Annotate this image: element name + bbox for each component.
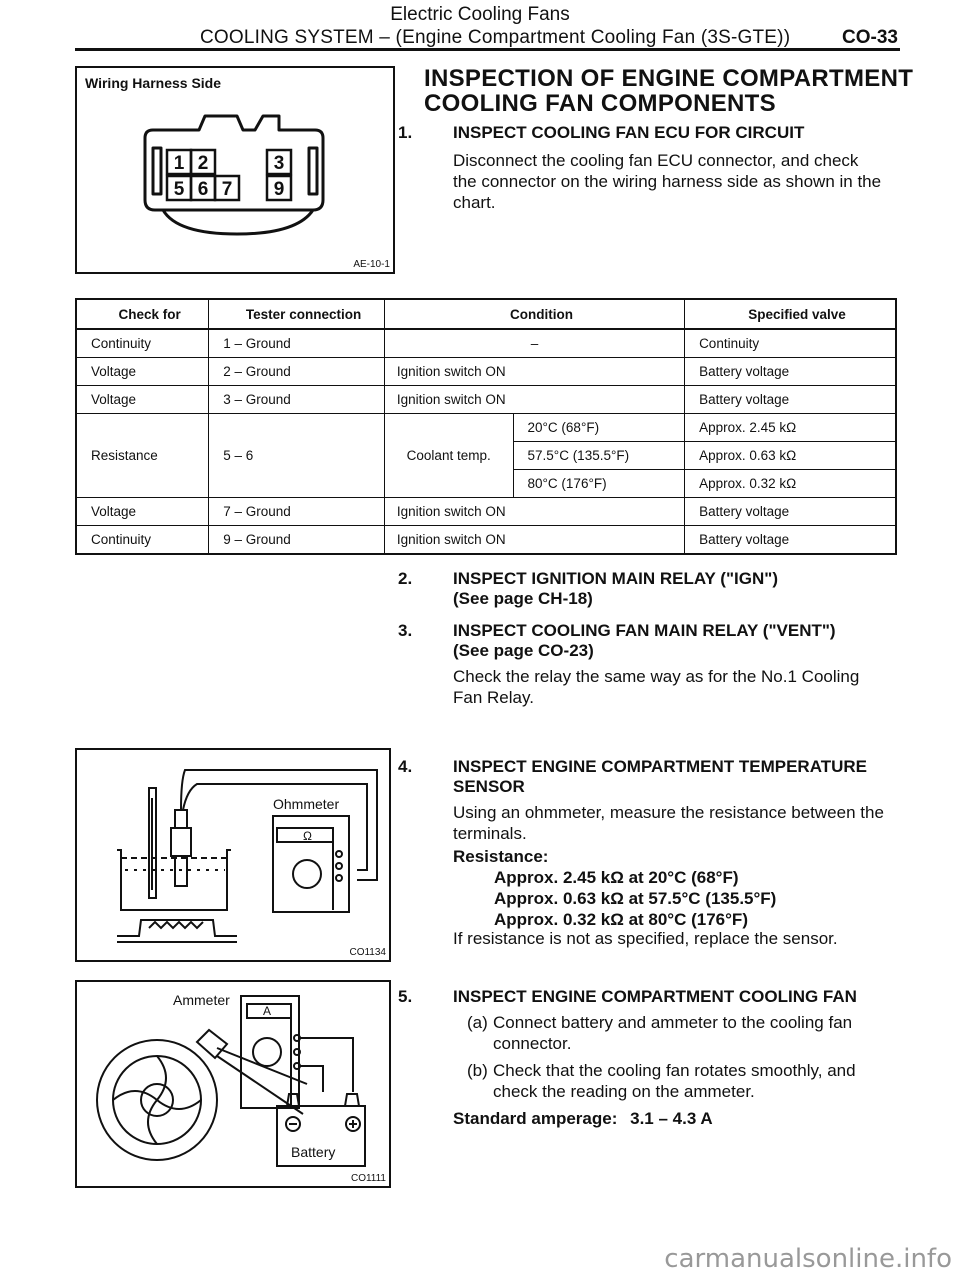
cell: Battery voltage — [685, 386, 896, 414]
cell: Continuity — [76, 526, 209, 555]
cell: 2 – Ground — [209, 358, 385, 386]
standard-amperage — [453, 1108, 713, 1129]
ammeter-diagram — [77, 982, 389, 1186]
pin-9: 9 — [273, 179, 285, 200]
sub-step-text — [453, 1060, 913, 1102]
table-row — [76, 526, 896, 555]
cell: 80°C (176°F) — [513, 470, 685, 498]
resistance-label: Resistance: — [453, 847, 549, 866]
step-title: INSPECT COOLING FAN ECU FOR CIRCUIT — [453, 123, 805, 142]
text-line: Check the relay the same way as for the No.1 Cooling — [453, 667, 860, 686]
cell: Continuity — [76, 329, 209, 358]
sub-step-label: (b) — [467, 1061, 488, 1080]
text-line: check the reading on the ammeter. — [493, 1082, 755, 1101]
standard-amperage-value: 3.1 – 4.3 A — [630, 1109, 713, 1128]
step-number: 2. — [398, 569, 413, 588]
text-line: Disconnect the cooling fan ECU connector, and check — [453, 151, 859, 170]
step-1 — [398, 122, 918, 144]
table-row — [76, 414, 896, 442]
resistance-values — [494, 867, 776, 930]
step-reference: (See page CH-18) — [453, 589, 593, 608]
figure-code: AE-10-1 — [353, 259, 390, 270]
ammeter-label: Ammeter — [173, 992, 230, 1008]
inspection-table — [75, 298, 897, 555]
text-line: Fan Relay. — [453, 688, 534, 707]
text-line: connector. — [493, 1034, 572, 1053]
figure-caption: Wiring Harness Side — [85, 75, 222, 91]
cell: Approx. 0.63 kΩ — [685, 442, 896, 470]
cell: 1 – Ground — [209, 329, 385, 358]
pin-7: 7 — [221, 179, 233, 200]
header-tester-connection: Tester connection — [209, 299, 385, 329]
ohmmeter-diagram — [77, 750, 389, 960]
page-title: COOLING SYSTEM – (Engine Compartment Cooling Fan (3S-GTE)) — [200, 27, 791, 48]
cell: Resistance — [76, 414, 209, 498]
step-3-text — [453, 666, 913, 708]
cell: 9 – Ground — [209, 526, 385, 555]
text-line: Connect battery and ammeter to the cooling fan — [493, 1013, 853, 1032]
step-number: 4. — [398, 757, 413, 776]
header-condition: Condition — [384, 299, 684, 329]
cell: 5 – 6 — [209, 414, 385, 498]
cell: Ignition switch ON — [384, 526, 684, 555]
cell: Ignition switch ON — [384, 358, 684, 386]
pin-5: 5 — [173, 179, 185, 200]
step-title: INSPECT ENGINE COMPARTMENT COOLING FAN — [453, 987, 857, 1006]
text-line: Check that the cooling fan rotates smoothly, and — [493, 1061, 856, 1080]
cell: Approx. 2.45 kΩ — [685, 414, 896, 442]
ammeter-figure — [75, 980, 391, 1188]
table-row — [76, 358, 896, 386]
cell: Continuity — [685, 329, 896, 358]
table-row — [76, 386, 896, 414]
sub-step-label: (a) — [467, 1013, 488, 1032]
step-4-text — [453, 802, 913, 844]
watermark: carmanualsonline.info — [664, 1244, 952, 1274]
wiring-harness-figure — [75, 66, 395, 274]
pin-6: 6 — [197, 179, 209, 200]
cell: 3 – Ground — [209, 386, 385, 414]
figure-code: CO1111 — [350, 1173, 386, 1184]
cell: Battery voltage — [685, 526, 896, 555]
page-number: CO-33 — [842, 27, 898, 48]
pin-3: 3 — [273, 153, 285, 174]
text-line: terminals. — [453, 824, 527, 843]
figure-code: CO1134 — [349, 947, 386, 958]
step-3 — [398, 620, 918, 664]
cell: Voltage — [76, 358, 209, 386]
cell: Ignition switch ON — [384, 498, 684, 526]
header-specified-value: Specified valve — [685, 299, 896, 329]
resistance-value: Approx. 0.63 kΩ at 57.5°C (135.5°F) — [494, 889, 777, 908]
ammeter-symbol: A — [263, 1004, 272, 1018]
connector-diagram — [77, 68, 393, 272]
cell: 57.5°C (135.5°F) — [513, 442, 685, 470]
step-title: INSPECT ENGINE COMPARTMENT TEMPERATURE — [453, 757, 867, 776]
step-number: 5. — [398, 987, 413, 1006]
resistance-value: Approx. 0.32 kΩ at 80°C (176°F) — [494, 910, 748, 929]
text-line: chart. — [453, 193, 496, 212]
header-check-for: Check for — [76, 299, 209, 329]
text-line: Using an ohmmeter, measure the resistance between the — [453, 803, 884, 822]
step-title: SENSOR — [453, 777, 525, 796]
pin-1: 1 — [173, 153, 185, 174]
cell: Voltage — [76, 386, 209, 414]
step-5a — [453, 1012, 913, 1054]
cell: Battery voltage — [685, 358, 896, 386]
sub-step-text — [453, 1012, 913, 1054]
step-number: 3. — [398, 621, 413, 640]
cell: Ignition switch ON — [384, 386, 684, 414]
step-2 — [398, 568, 918, 612]
cell: Battery voltage — [685, 498, 896, 526]
cell: Voltage — [76, 498, 209, 526]
cell: 20°C (68°F) — [513, 414, 685, 442]
cell: – — [384, 329, 684, 358]
step-number: 1. — [398, 123, 413, 142]
step-1-text — [453, 150, 913, 213]
cell: 7 – Ground — [209, 498, 385, 526]
cell: Approx. 0.32 kΩ — [685, 470, 896, 498]
section-title-line2: COOLING FAN COMPONENTS — [424, 90, 776, 117]
step-4-note: If resistance is not as specified, replace the sensor. — [453, 929, 838, 948]
header-rule — [75, 48, 900, 51]
text-line: the connector on the wiring harness side as shown in the — [453, 172, 882, 191]
section-title-line1: INSPECTION OF ENGINE COMPARTMENT — [424, 65, 914, 92]
ohmmeter-symbol: Ω — [303, 829, 312, 843]
step-4 — [398, 756, 918, 800]
section-title — [424, 66, 913, 116]
resistance-value: Approx. 2.45 kΩ at 20°C (68°F) — [494, 868, 739, 887]
step-reference: (See page CO-23) — [453, 641, 594, 660]
table-header-row — [76, 299, 896, 329]
pin-2: 2 — [197, 153, 209, 174]
step-5b — [453, 1060, 913, 1102]
standard-amperage-label: Standard amperage: — [453, 1109, 618, 1128]
ohmmeter-label: Ohmmeter — [273, 796, 340, 812]
step-title: INSPECT COOLING FAN MAIN RELAY ("VENT") — [453, 621, 836, 640]
battery-label: Battery — [291, 1144, 336, 1160]
step-5 — [398, 986, 918, 1008]
cell: Coolant temp. — [384, 414, 513, 498]
table-row — [76, 498, 896, 526]
step-title: INSPECT IGNITION MAIN RELAY ("IGN") — [453, 569, 778, 588]
table-row — [76, 329, 896, 358]
page-subtitle: Electric Cooling Fans — [390, 4, 570, 25]
ohmmeter-figure — [75, 748, 391, 962]
